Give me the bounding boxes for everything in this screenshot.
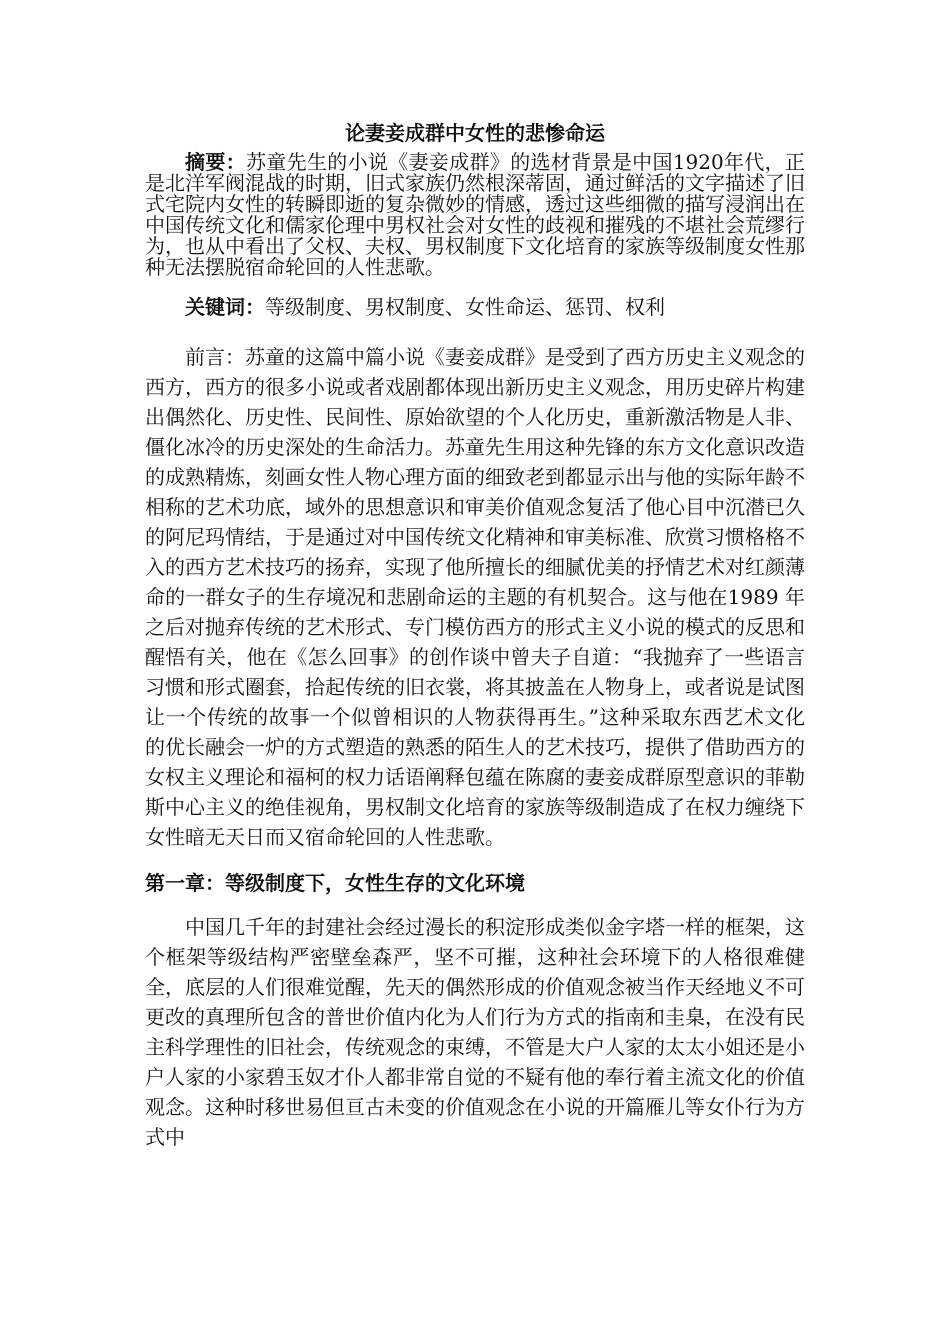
abstract-text: 苏童先生的小说《妻妾成群》的选材背景是中国1920年代，正是北洋军阀混战的时期，旧式家族仍然根深蒂固，通过鲜活的文字描述了旧式宅院内女性的转瞬即逝的复杂微妙的情感，透过这些细微的描写浸润出在中国传统文化和儒家伦理中男权社会对女性的歧视和摧残的不堪社会荒缪行为，也从中看出了父权、夫权、男权制度下文化培育的家族等级制度女性那种无法摆脱宿命轮回的人性悲歌。 [145,150,806,279]
document-title: 论妻妾成群中女性的悲惨命运 [345,121,605,145]
chapter-1-paragraph: 中国几千年的封建社会经过漫长的积淀形成类似金字塔一样的框架，这个框架等级结构严密壁垒森严，坚不可摧，这种社会环境下的人格很难健全，底层的人们很难觉醒，先天的偶然形成的价值观念被当作天经地义不可更改的真理所包含的普世价值内化为人们行为方式的指南和圭臬，在没有民主科学理性的旧社会，传统观念的束缚，不管是大户人家的太太小姐还是小户人家的小家碧玉奴才仆人都非常自觉的不疑有他的奉行着主流文化的价值观念。这种时移世易但亘古未变的价值观念在小说的开篇雁儿等女仆行为方式中 [145,915,805,1149]
chapter-1-heading: 第一章：等级制度下，女性生存的文化环境 [145,871,525,895]
keywords-paragraph [145,292,805,322]
intro-paragraph: 前言：苏童的这篇中篇小说《妻妾成群》是受到了西方历史主义观念的西方，西方的很多小说或者戏剧都体现出新历史主义观念，用历史碎片构建出偶然化、历史性、民间性、原始欲望的个人化历史，重新激活物是人非、僵化冰冷的历史深处的生命活力。苏童先生用这种先锋的东方文化意识改造的成熟精炼，刻画女性人物心理方面的细致老到都显示出与他的实际年龄不相称的艺术功底，域外的思想意识和审美价值观念复活了他心目中沉潜已久的阿尼玛情结，于是通过对中国传统文化精神和审美标准、欣赏习惯格格不入的西方艺术技巧的扬弃，实现了他所擅长的细腻优美的抒情艺术对红颜薄命的一群女子的生存境况和悲剧命运的主题的有机契合。这与他在1989 年之后对抛弃传统的艺术形式、专门模仿西方的形式主义小说的模式的反思和醒悟有关，他在《怎么回事》的创作谈中曾夫子自道：“我抛弃了一些语言习惯和形式圈套，拾起传统的旧衣裳，将其披盖在人物身上，或者说是试图让一个传统的故事一个似曾相识的人物获得再生。”这种采取东西艺术文化的优长融会一炉的方式塑造的熟悉的陌生人的艺术技巧，提供了借助西方的女权主义理论和福柯的权力话语阐释包蕴在陈腐的妻妾成群原型意识的菲勒斯中心主义的绝佳视角，男权制文化培育的家族等级制造成了在权力缠绕下女性暗无天日而又宿命轮回的人性悲歌。 [145,345,805,849]
keywords-text: 等级制度、男权制度、女性命运、惩罚、权利 [265,295,665,319]
document-page [145,118,805,1152]
abstract-label: 摘要： [185,150,246,174]
abstract-paragraph [145,152,805,278]
keywords-label: 关键词： [185,295,265,319]
